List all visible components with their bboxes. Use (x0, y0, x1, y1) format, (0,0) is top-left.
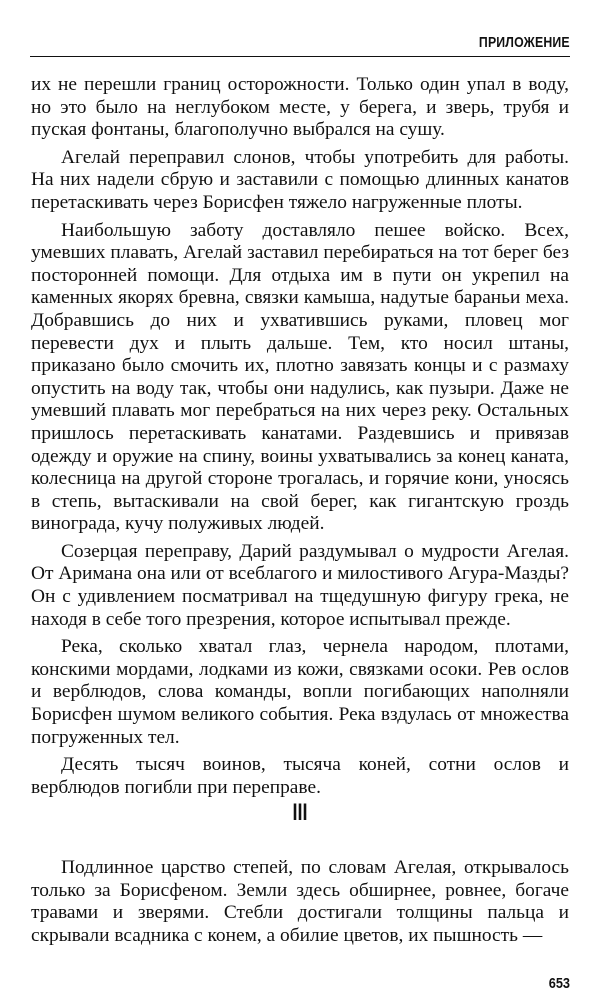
running-head: ПРИЛОЖЕНИЕ (479, 34, 570, 51)
paragraph: Агелай переправил слонов, чтобы употребить для работы. На них надели сбрую и заставили с помощью длинных канатов перетаскивать через Борисфен тяжело нагруженные плоты. (31, 146, 569, 213)
section-heading: III (292, 799, 308, 826)
main-text (31, 74, 569, 804)
section-text (31, 857, 569, 952)
paragraph: Река, сколько хватал глаз, чернела народом, плотами, конскими мордами, лодками из кожи, связками осоки. Рев ослов и верблюдов, слова команды, вопли погибающих наполняли Борисфен шумом великого события. Река вздулась от множества погруженных тел. (31, 636, 569, 748)
page-number: 653 (548, 975, 570, 992)
paragraph: Десять тысяч воинов, тысяча коней, сотни ослов и верблюдов погибли при переправе. (31, 754, 569, 798)
paragraph: Созерцая переправу, Дарий раздумывал о мудрости Агелая. От Аримана она или от всеблагого и милостивого Агура-Мазды? Он с удивлением посматривал на тщедушную фигуру грека, не находя в себе того презрения, которое испытывал прежде. (31, 540, 569, 630)
paragraph: их не перешли границ осторожности. Только один упал в воду, но это было на неглубоком месте, у берега, и зверь, трубя и пуская фонтаны, благополучно выбрался на сушу. (31, 74, 569, 141)
header-rule (30, 56, 570, 57)
paragraph: Наибольшую заботу доставляло пешее войско. Всех, умевших плавать, Агелай заставил перебираться на тот берег без посторонней помощи. Для отдыха им в пути он укрепил на каменных якорях бревна, связки камыша, надутые бараньи меха. Добравшись до них и ухватившись руками, пловец мог перевести дух и плыть дальше. Тем, кто носил штаны, приказано было смочить их, плотно завязать концы и с размаху опустить на воду так, чтобы они надулись, как пузыри. Даже не умевший плавать мог перебраться на них через реку. Остальных пришлось перетаскивать канатами. Раздевшись и привязав одежду и оружие на спину, воины ухватывались за конец каната, колесница на другой стороне трогалась, и горячие кони, уносясь в степь, вытаскивали на свой берег, как гигантскую гроздь винограда, кучу полуживых людей. (31, 219, 569, 535)
paragraph: Подлинное царство степей, по словам Агелая, открывалось только за Борисфеном. Земли здесь обширнее, ровнее, богаче травами и зверями. Стебли достигали толщины пальца и скрывали всадника с конем, а обилие цветов, их пышность — (31, 857, 569, 946)
